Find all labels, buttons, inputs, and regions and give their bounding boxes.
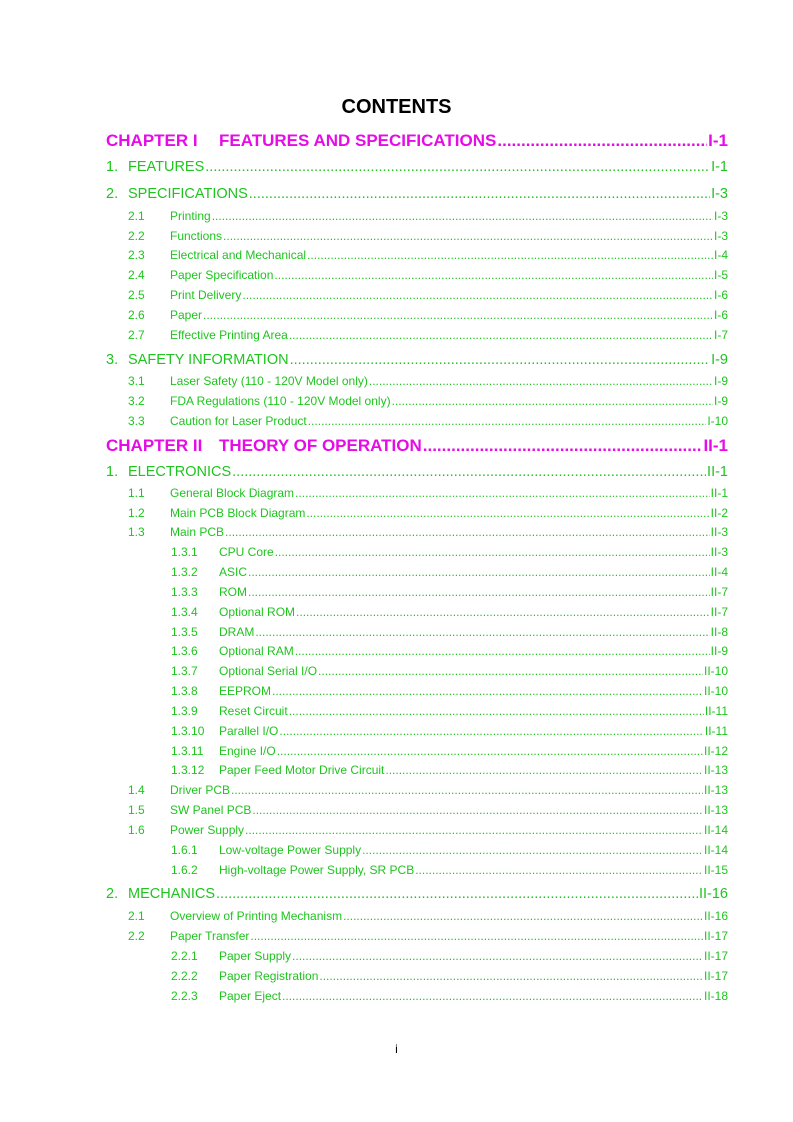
toc-entry[interactable] — [171, 545, 728, 561]
toc-entry-title: Laser Safety (110 - 120V Model only) — [170, 374, 368, 388]
toc-entry[interactable] — [171, 605, 728, 621]
toc-entry-number: 2.2.2 — [171, 969, 198, 983]
toc-entry-title: Paper Eject — [219, 989, 282, 1003]
toc-entry-number: 1.3.6 — [171, 644, 198, 658]
toc-entry-page: I-3 — [713, 209, 728, 223]
toc-dot-leader — [279, 724, 704, 738]
toc-entry-title: Functions — [170, 229, 223, 243]
toc-entry[interactable] — [106, 464, 728, 483]
toc-entry-page: I-5 — [713, 268, 728, 282]
toc-entry-number: 1.3.12 — [171, 763, 205, 777]
toc-entry[interactable] — [128, 823, 728, 839]
toc-entry[interactable] — [128, 414, 728, 430]
toc-entry-title: Printing — [170, 209, 211, 223]
toc-entry-number: 2.3 — [128, 248, 145, 262]
toc-entry-page: II-11 — [704, 724, 728, 738]
toc-entry-number: 2.1 — [128, 909, 145, 923]
toc-entry-page: II-18 — [703, 989, 728, 1003]
toc-entry-title: FEATURES — [128, 159, 205, 175]
toc-dot-leader — [249, 186, 710, 202]
toc-entry-page: I-3 — [713, 229, 728, 243]
toc-dot-leader — [319, 969, 703, 983]
toc-entry-page: I-1 — [711, 159, 728, 175]
toc-entry-page: I-3 — [711, 186, 728, 202]
toc-entry-number: 1.3.4 — [171, 605, 198, 619]
toc-entry-title: Paper — [170, 308, 203, 322]
toc-dot-leader — [318, 664, 703, 678]
toc-entry[interactable] — [128, 909, 728, 925]
toc-entry-page: I-10 — [707, 414, 728, 428]
toc-entry-title: ASIC — [219, 565, 248, 579]
toc-entry-page: II-1 — [707, 464, 728, 480]
toc-entry[interactable] — [106, 352, 728, 371]
toc-entry-number: 1.2 — [128, 506, 145, 520]
toc-dot-leader — [223, 229, 713, 243]
toc-entry-page: II-11 — [704, 704, 728, 718]
toc-entry-number: 2.2 — [128, 929, 145, 943]
toc-entry-number: 1. — [106, 159, 119, 175]
toc-chapter-entry[interactable] — [106, 436, 728, 458]
toc-dot-leader — [252, 803, 703, 817]
toc-dot-leader — [272, 684, 703, 698]
toc-entry-number: 3.2 — [128, 394, 145, 408]
toc-entry-number: 1.3 — [128, 525, 145, 539]
toc-entry[interactable] — [128, 288, 728, 304]
toc-entry[interactable] — [128, 268, 728, 284]
toc-dot-leader — [275, 545, 710, 559]
toc-entry-number: 2.2 — [128, 229, 145, 243]
toc-entry-number: 1.3.8 — [171, 684, 198, 698]
toc-entry-number: 1.3.10 — [171, 724, 205, 738]
toc-dot-leader — [369, 374, 713, 388]
toc-dot-leader — [250, 929, 703, 943]
toc-entry-page: I-7 — [713, 328, 728, 342]
toc-entry[interactable] — [106, 186, 728, 205]
toc-dot-leader — [292, 949, 703, 963]
toc-entry[interactable] — [171, 625, 728, 641]
toc-dot-leader — [385, 763, 703, 777]
toc-entry-page: II-16 — [703, 909, 728, 923]
page-number-footer: i — [395, 1042, 398, 1056]
toc-dot-leader — [232, 464, 706, 480]
toc-entry-page: II-17 — [703, 969, 728, 983]
toc-entry-title: SPECIFICATIONS — [128, 186, 248, 202]
toc-entry[interactable] — [128, 394, 728, 410]
toc-entry-page: I-6 — [713, 308, 728, 322]
toc-dot-leader — [295, 644, 710, 658]
toc-entry-title: MECHANICS — [128, 886, 216, 902]
toc-entry[interactable] — [171, 989, 728, 1005]
toc-entry-page: II-1 — [703, 436, 728, 455]
toc-entry-title: Optional RAM — [219, 644, 294, 658]
toc-entry-title: Paper Specification — [170, 268, 274, 282]
toc-entry-title: Engine I/O — [219, 744, 276, 758]
toc-entry-page: II-4 — [710, 565, 728, 579]
toc-entry-number: 3.3 — [128, 414, 145, 428]
toc-entry-page: II-17 — [703, 929, 728, 943]
toc-entry[interactable] — [171, 565, 728, 581]
toc-entry[interactable] — [171, 744, 728, 760]
toc-entry-title: THEORY OF OPERATION — [219, 436, 422, 455]
toc-entry-page: II-14 — [703, 843, 728, 857]
toc-entry[interactable] — [128, 803, 728, 819]
toc-entry-number: 2.5 — [128, 288, 145, 302]
toc-entry-number: CHAPTER I — [106, 131, 198, 150]
toc-entry-page: II-10 — [703, 664, 728, 678]
toc-entry-number: 1.5 — [128, 803, 145, 817]
toc-entry-number: 1.3.3 — [171, 585, 198, 599]
toc-entry-title: Effective Printing Area — [170, 328, 288, 342]
toc-entry-page: II-13 — [703, 763, 728, 777]
toc-entry-title: Paper Supply — [219, 949, 292, 963]
toc-entry[interactable] — [171, 949, 728, 965]
toc-entry-title: EEPROM — [219, 684, 272, 698]
toc-entry-page: II-16 — [698, 886, 728, 902]
toc-entry-title: General Block Diagram — [170, 486, 295, 500]
toc-entry[interactable] — [171, 684, 728, 700]
toc-entry-title: DRAM — [219, 625, 255, 639]
toc-entry-number: 1.6.1 — [171, 843, 198, 857]
toc-entry-title: Low-voltage Power Supply — [219, 843, 362, 857]
toc-entry-page: II-3 — [710, 545, 728, 559]
toc-dot-leader — [362, 843, 703, 857]
toc-entry-number: 2.1 — [128, 209, 145, 223]
toc-entry-page: II-17 — [703, 949, 728, 963]
toc-dot-leader — [203, 308, 713, 322]
toc-dot-leader — [216, 886, 698, 902]
toc-entry[interactable] — [128, 486, 728, 502]
toc-entry-title: Optional Serial I/O — [219, 664, 318, 678]
toc-dot-leader — [212, 209, 713, 223]
toc-entry-title: Main PCB Block Diagram — [170, 506, 306, 520]
toc-entry[interactable] — [128, 506, 728, 522]
toc-dot-leader — [289, 328, 713, 342]
toc-entry-number: 1.4 — [128, 783, 145, 797]
toc-entry-number: 1.1 — [128, 486, 145, 500]
toc-entry[interactable] — [171, 843, 728, 859]
toc-dot-leader — [248, 565, 710, 579]
toc-dot-leader — [307, 248, 713, 262]
toc-entry-page: I-9 — [713, 394, 728, 408]
toc-dot-leader — [289, 704, 704, 718]
toc-entry-page: II-13 — [703, 803, 728, 817]
toc-dot-leader — [296, 605, 710, 619]
toc-entry-title: Reset Circuit — [219, 704, 288, 718]
toc-entry-title: ELECTRONICS — [128, 464, 232, 480]
toc-entry-number: 1.3.1 — [171, 545, 198, 559]
toc-dot-leader — [306, 506, 709, 520]
toc-entry-number: 1.3.5 — [171, 625, 198, 639]
toc-entry-title: Print Delivery — [170, 288, 242, 302]
toc-entry[interactable] — [128, 374, 728, 390]
toc-entry-page: II-13 — [703, 783, 728, 797]
toc-entry-title: Driver PCB — [170, 783, 231, 797]
toc-entry-number: 1. — [106, 464, 119, 480]
toc-dot-leader — [290, 352, 710, 368]
toc-entry[interactable] — [171, 585, 728, 601]
toc-dot-leader — [415, 863, 703, 877]
toc-entry-number: 1.6 — [128, 823, 145, 837]
toc-entry[interactable] — [171, 724, 728, 740]
toc-entry-number: 3.1 — [128, 374, 145, 388]
toc-entry[interactable] — [171, 664, 728, 680]
toc-entry-page: II-12 — [703, 744, 728, 758]
toc-entry-title: Caution for Laser Product — [170, 414, 307, 428]
toc-entry-title: Main PCB — [170, 525, 225, 539]
toc-entry-title: Paper Transfer — [170, 929, 250, 943]
toc-dot-leader — [497, 131, 707, 151]
toc-entry-page: I-9 — [711, 352, 728, 368]
toc-entry-page: II-1 — [710, 486, 728, 500]
toc-entry-page: II-10 — [703, 684, 728, 698]
toc-entry-number: 1.6.2 — [171, 863, 198, 877]
toc-entry-page: II-8 — [710, 625, 728, 639]
toc-entry[interactable] — [106, 886, 728, 905]
toc-dot-leader — [205, 159, 710, 175]
toc-entry[interactable] — [128, 783, 728, 799]
toc-entry-page: I-1 — [708, 131, 728, 150]
toc-entry-number: 2.2.3 — [171, 989, 198, 1003]
toc-entry-number: 1.3.11 — [171, 744, 204, 758]
toc-entry-page: I-6 — [713, 288, 728, 302]
toc-dot-leader — [225, 525, 710, 539]
toc-entry-title: Paper Registration — [219, 969, 319, 983]
toc-entry-title: SW Panel PCB — [170, 803, 252, 817]
toc-entry[interactable] — [128, 308, 728, 324]
toc-entry-number: CHAPTER II — [106, 436, 203, 455]
toc-entry-title: SAFETY INFORMATION — [128, 352, 289, 368]
toc-entry-title: Overview of Printing Mechanism — [170, 909, 343, 923]
toc-entry-page: II-7 — [710, 605, 728, 619]
toc-entry[interactable] — [128, 248, 728, 264]
toc-dot-leader — [295, 486, 710, 500]
toc-entry-number: 2. — [106, 886, 119, 902]
toc-entry-title: FDA Regulations (110 - 120V Model only) — [170, 394, 391, 408]
toc-dot-leader — [343, 909, 703, 923]
toc-dot-leader — [423, 436, 703, 456]
toc-entry-page: II-2 — [710, 506, 728, 520]
toc-entry[interactable] — [171, 969, 728, 985]
toc-entry[interactable] — [128, 229, 728, 245]
toc-entry-page: II-14 — [703, 823, 728, 837]
toc-dot-leader — [231, 783, 703, 797]
toc-dot-leader — [282, 989, 703, 1003]
toc-entry[interactable] — [128, 929, 728, 945]
toc-entry-number: 3. — [106, 352, 119, 368]
toc-entry-page: II-7 — [710, 585, 728, 599]
toc-entry-page: II-9 — [710, 644, 728, 658]
toc-dot-leader — [248, 585, 710, 599]
toc-entry-title: Paper Feed Motor Drive Circuit — [219, 763, 385, 777]
toc-dot-leader — [255, 625, 709, 639]
toc-entry[interactable] — [128, 328, 728, 344]
toc-entry-number: 2.6 — [128, 308, 145, 322]
toc-entry[interactable] — [106, 159, 728, 178]
toc-entry-title: FEATURES AND SPECIFICATIONS — [219, 131, 497, 150]
toc-entry-number: 2. — [106, 186, 119, 202]
toc-dot-leader — [242, 288, 713, 302]
toc-entry-page: I-4 — [713, 248, 728, 262]
toc-dot-leader — [245, 823, 703, 837]
toc-entry-title: Electrical and Mechanical — [170, 248, 307, 262]
toc-entry-number: 2.4 — [128, 268, 145, 282]
toc-entry[interactable] — [171, 704, 728, 720]
toc-dot-leader — [277, 744, 703, 758]
toc-entry-page: I-9 — [713, 374, 728, 388]
toc-entry-number: 2.7 — [128, 328, 145, 342]
toc-entry[interactable] — [128, 209, 728, 225]
toc-entry[interactable] — [171, 644, 728, 660]
toc-entry-title: Optional ROM — [219, 605, 296, 619]
toc-entry-number: 1.3.9 — [171, 704, 198, 718]
toc-chapter-entry[interactable] — [106, 131, 728, 153]
toc-entry-number: 1.3.7 — [171, 664, 198, 678]
toc-entry[interactable] — [128, 525, 728, 541]
toc-entry-number: 1.3.2 — [171, 565, 198, 579]
toc-dot-leader — [274, 268, 713, 282]
toc-dot-leader — [308, 414, 707, 428]
toc-dot-leader — [392, 394, 713, 408]
toc-entry[interactable] — [171, 863, 728, 879]
toc-entry-title: CPU Core — [219, 545, 274, 559]
toc-entry-title: Power Supply — [170, 823, 245, 837]
toc-entry-title: Parallel I/O — [219, 724, 279, 738]
toc-entry-title: High-voltage Power Supply, SR PCB — [219, 863, 415, 877]
page-title: CONTENTS — [341, 96, 452, 118]
toc-entry-number: 2.2.1 — [171, 949, 198, 963]
toc-entry-page: II-15 — [703, 863, 728, 877]
toc-entry-title: ROM — [219, 585, 247, 599]
toc-entry[interactable] — [171, 763, 728, 779]
toc-entry-page: II-3 — [710, 525, 728, 539]
